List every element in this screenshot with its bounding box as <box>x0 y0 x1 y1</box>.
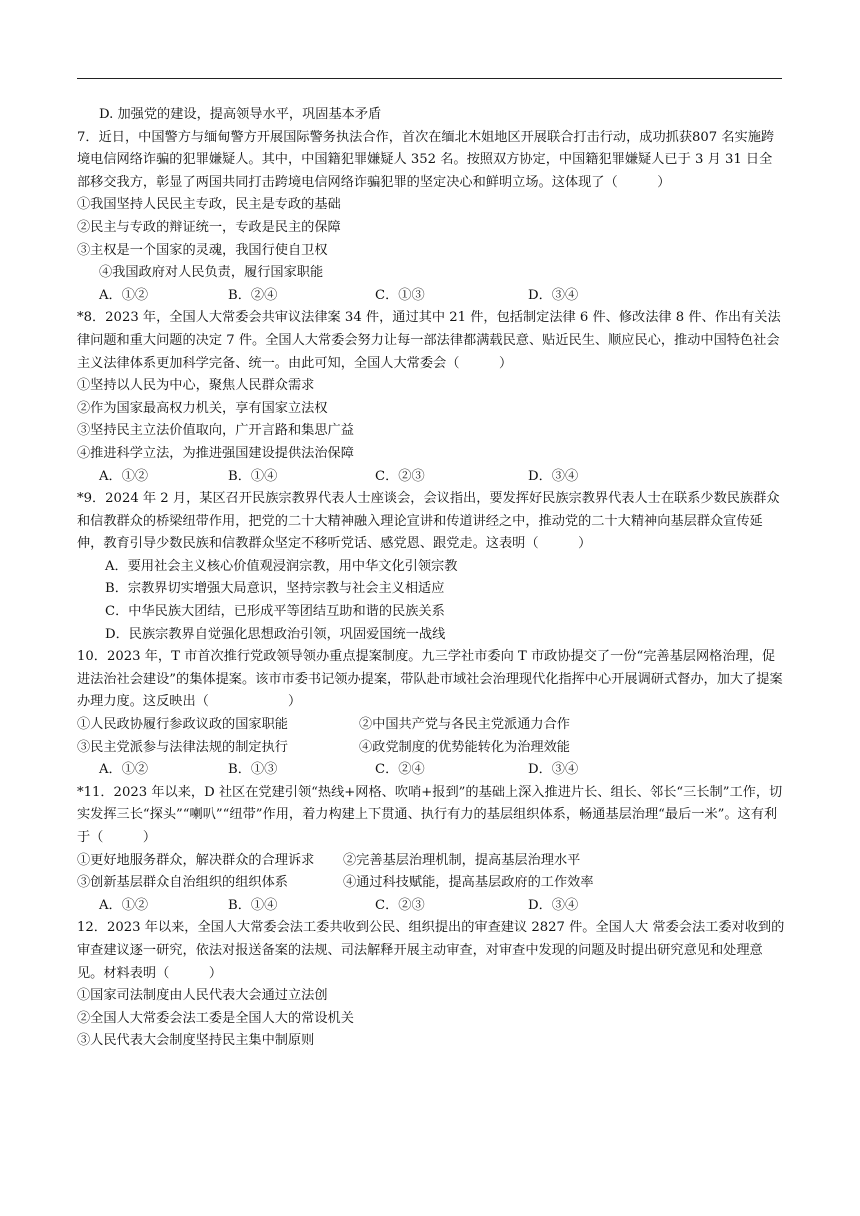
q11-statement-1: ①更好地服务群众，解决群众的合理诉求 <box>77 852 315 868</box>
q8-statement-3: ③坚持民主立法价值取向，广开言路和集思广益 <box>77 423 354 439</box>
q8-option-a: A．①② <box>99 468 149 484</box>
q10-statements-row-2 <box>77 737 785 760</box>
q10-option-a: A．①② <box>99 762 149 778</box>
q10-option-d: D．③④ <box>528 762 579 778</box>
q10-options <box>77 759 785 782</box>
q8-options <box>77 466 785 489</box>
q12-statement-1: ①国家司法制度由人民代表大会通过立法创 <box>77 988 328 1004</box>
q7-statement-3: ③主权是一个国家的灵魂，我国行使自卫权 <box>77 242 328 258</box>
q7-stem: 7．近日，中国警方与缅甸警方开展国际警务执法合作，首次在缅北木姐地区开展联合打击行动，成功抓获807 名实施跨境电信网络诈骗的犯罪嫌疑人。其中，中国籍犯罪嫌疑人 352 名。按照双方协定，中国籍犯罪嫌疑人已于 3 月 31 日全部移交我方，彰显了两国共同打击跨境电信网络诈骗犯罪的坚定决心和鲜明立场。这体现了（ ） <box>77 129 775 190</box>
q7-statement-4: ④我国政府对人民负责，履行国家职能 <box>99 265 324 281</box>
q6-option-d: D. 加强党的建设，提高领导水平，巩固基本矛盾 <box>99 107 382 122</box>
q12-statement-3: ③人民代表大会制度坚持民主集中制原则 <box>77 1033 315 1049</box>
q11-statement-4: ④通过科技赋能，提高基层政府的工作效率 <box>343 875 594 891</box>
q8-stem: *8．2023 年，全国人大常委会共审议法律案 34 件，通过其中 21 件，包括制定法律 6 件、修改法律 8 件、作出有关法律问题和重大问题的决定 7 件。全国人大常委会努力让每一部法律都满载民意、贴近民生、顺应民心，推动中国特色社会主义法律体系更加科学完备、统一。由此可知，全国人大常委会（ ） <box>77 310 781 371</box>
q12-stem: 12．2023 年以来，全国人大常委会法工委共收到公民、组织提出的审查建议 2827 件。全国人大 常委会法工委对收到的审查建议逐一研究，依法对报送备案的法规、司法解释开展主动审查，对审查中发现的问题及时提出研究意见和处理意见。材料表明（ ） <box>77 920 785 981</box>
q7-statement-1: ①我国坚持人民民主专政，民主是专政的基础 <box>77 197 341 213</box>
q7-option-d: D．③④ <box>528 287 579 303</box>
q11-option-d: D．③④ <box>528 897 579 913</box>
q10-statement-3: ③民主党派参与法律法规的制定执行 <box>77 739 288 755</box>
header-rule <box>77 78 782 79</box>
q7-option-c: C．①③ <box>375 287 425 303</box>
q8-statement-4: ④推进科学立法，为推进强国建设提供法治保障 <box>77 445 354 461</box>
q11-option-a: A．①② <box>99 897 149 913</box>
q9-option-a: A．要用社会主义核心价值观浸润宗教，用中华文化引领宗教 <box>105 558 458 574</box>
q10-option-c: C．②④ <box>375 762 425 778</box>
q10-statement-1: ①人民政协履行参政议政的国家职能 <box>77 717 288 733</box>
q10-option-b: B．①③ <box>228 762 278 778</box>
q7-statement-2: ②民主与专政的辩证统一，专政是民主的保障 <box>77 219 341 235</box>
q9-option-b: B．宗教界切实增强大局意识，坚持宗教与社会主义相适应 <box>105 581 445 597</box>
q8-statement-2: ②作为国家最高权力机关，享有国家立法权 <box>77 400 328 416</box>
q9-option-d: D．民族宗教界自觉强化思想政治引领，巩固爱国统一战线 <box>105 626 446 642</box>
q8-option-d: D．③④ <box>528 468 579 484</box>
q11-stem: *11．2023 年以来，D 社区在党建引领“热线+网格、吹哨+报到”的基础上深入推进片长、组长、邻长“三长制”工作，切实发挥三长“探头”“喇叭”“纽带”作用，着力构建上下贯通、执行有力的基层组织体系，畅通基层治理“最后一米”。这有利于（ ） <box>77 784 783 845</box>
q9-stem: *9．2024 年 2 月，某区召开民族宗教界代表人士座谈会，会议指出，要发挥好民族宗教界代表人士在联系少数民族群众和信教群众的桥梁纽带作用，把党的二十大精神融入理论宣讲和传道讲经之中，推动党的二十大精神向基层群众宣传延伸，教育引导少数民族和信教群众坚定不移听党话、感党恩、跟党走。这表明（ ） <box>77 491 780 552</box>
q11-option-b: B．①④ <box>228 897 278 913</box>
exam-content <box>77 104 785 1053</box>
q7-options <box>77 285 785 308</box>
q11-statement-3: ③创新基层群众自治组织的组织体系 <box>77 875 288 891</box>
q8-statement-1: ①坚持以人民为中心，聚焦人民群众需求 <box>77 378 315 394</box>
q10-stem: 10．2023 年，T 市首次推行党政领导领办重点提案制度。九三学社市委向 T 市政协提交了一份“完善基层网格治理，促进法治社会建设”的集体提案。该市市委书记领办提案，带队赴市域社会治理现代化指挥中心开展调研式督办，加大了提案办理力度。这反映出（ ） <box>77 649 783 710</box>
q10-statements-row-1 <box>77 714 785 737</box>
q11-statements-row-2 <box>77 872 785 895</box>
q8-option-c: C．②③ <box>375 468 425 484</box>
q11-options <box>77 895 785 918</box>
q11-option-c: C．②③ <box>375 897 425 913</box>
q8-option-b: B．①④ <box>228 468 278 484</box>
q11-statement-2: ②完善基层治理机制，提高基层治理水平 <box>343 852 581 868</box>
q10-statement-4: ④政党制度的优势能转化为治理效能 <box>359 739 570 755</box>
q7-option-b: B．②④ <box>228 287 278 303</box>
q12-statement-2: ②全国人大常委会法工委是全国人大的常设机关 <box>77 1010 354 1026</box>
q11-statements-row-1 <box>77 850 785 873</box>
q7-option-a: A．①② <box>99 287 149 303</box>
q9-option-c: C．中华民族大团结，已形成平等团结互助和谐的民族关系 <box>105 604 445 620</box>
q10-statement-2: ②中国共产党与各民主党派通力合作 <box>359 717 570 733</box>
